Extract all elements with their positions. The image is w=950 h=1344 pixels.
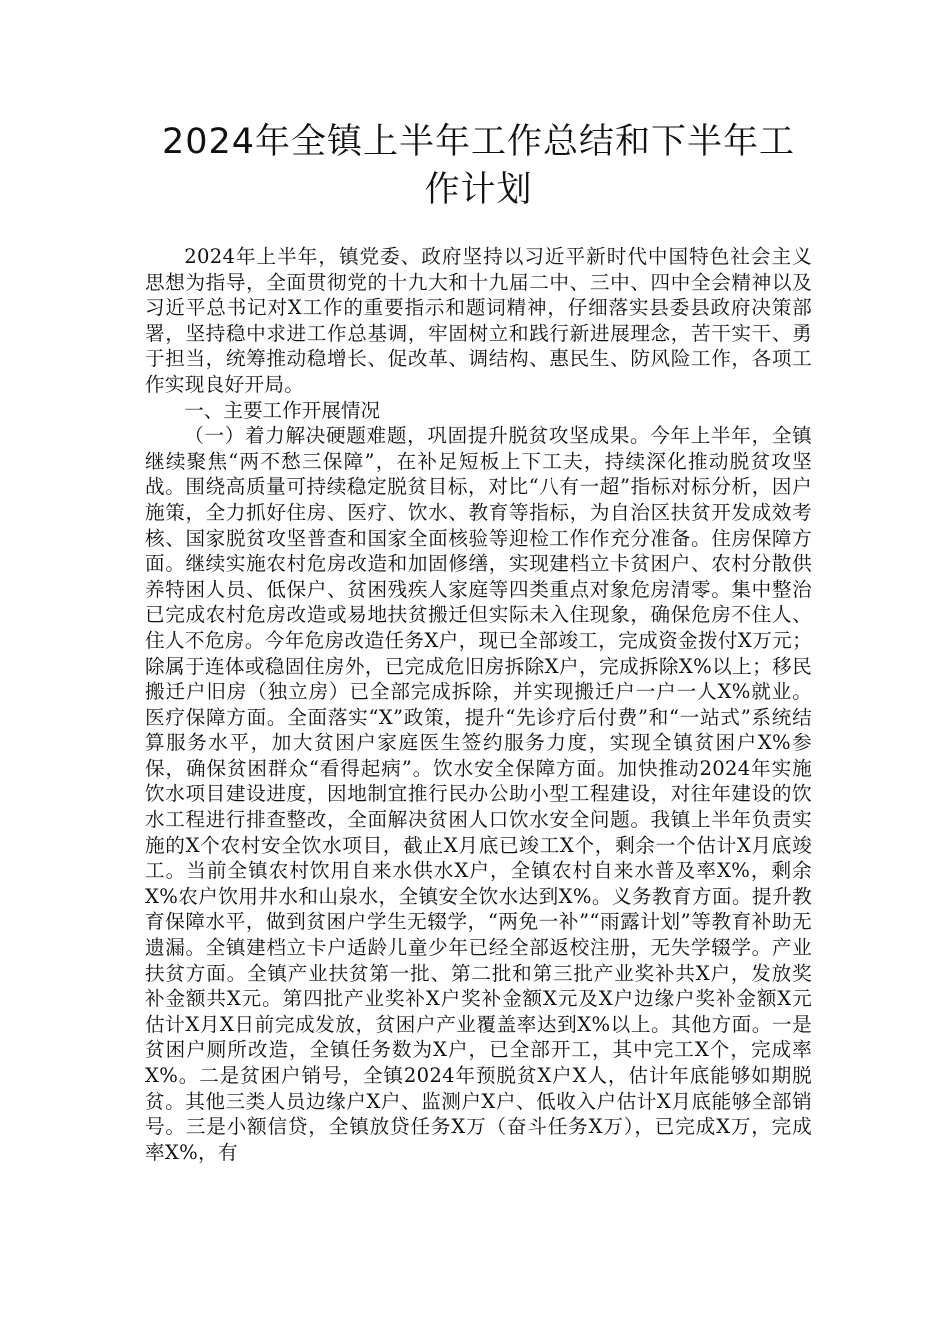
document-page bbox=[145, 118, 812, 1165]
section-heading: 一、主要工作开展情况 bbox=[184, 398, 381, 422]
document-body bbox=[145, 244, 812, 1165]
title-line-1: 2024年全镇上半年工作总结和下半年工 bbox=[161, 122, 796, 162]
document-title bbox=[145, 118, 812, 214]
title-line-2: 作计划 bbox=[424, 170, 533, 210]
section-paragraph: （一）着力解决硬题难题，巩固提升脱贫攻坚成果。今年上半年，全镇继续聚焦“两不愁三保障”，在补足短板上下工夫，持续深化推动脱贫攻坚战。围绕高质量可持续稳定脱贫目标，对比“八有一超”指标对标分析，因户施策，全力抓好住房、医疗、饮水、教育等指标，为自治区扶贫开发成效考核、国家脱贫攻坚普查和国家全面核验等迎检工作作充分准备。住房保障方面。继续实施农村危房改造和加固修缮，实现建档立卡贫困户、农村分散供养特困人员、低保户、贫困残疾人家庭等四类重点对象危房清零。集中整治已完成农村危房改造或易地扶贫搬迁但实际未入住现象，确保危房不住人、住人不危房。今年危房改造任务X户，现已全部竣工，完成资金拨付X万元；除属于连体或稳固住房外，已完成危旧房拆除X户，完成拆除X%以上；移民搬迁户旧房（独立房）已全部完成拆除，并实现搬迁户一户一人X%就业。医疗保障方面。全面落实“X”政策，提升“先诊疗后付费”和“一站式”系统结算服务水平，加大贫困户家庭医生签约服务力度，实现全镇贫困户X%参保，确保贫困群众“看得起病”。饮水安全保障方面。加快推动2024年实施饮水项目建设进度，因地制宜推行民办公助小型工程建设，对往年建设的饮水工程进行排查整改，全面解决贫困人口饮水安全问题。我镇上半年负责实施的X个农村安全饮水项目，截止X月底已竣工X个，剩余一个估计X月底竣工。当前全镇农村饮用自来水供水X户，全镇农村自来水普及率X%，剩余X%农户饮用井水和山泉水，全镇安全饮水达到X%。义务教育方面。提升教育保障水平，做到贫困户学生无辍学，“两免一补”“雨露计划”等教育补助无遗漏。全镇建档立卡户适龄儿童少年已经全部返校注册，无失学辍学。产业扶贫方面。全镇产业扶贫第一批、第二批和第三批产业奖补共X户，发放奖补金额共X元。第四批产业奖补X户奖补金额X元及X户边缘户奖补金额X元估计X月X日前完成发放，贫困户产业覆盖率达到X%以上。其他方面。一是贫困户厕所改造，全镇任务数为X户，已全部开工，其中完工X个，完成率X%。二是贫困户销号，全镇2024年预脱贫X户X人，估计年底能够如期脱贫。其他三类人员边缘户X户、监测户X户、低收入户估计X月底能够全部销号。三是小额信贷，全镇放贷任务X万（奋斗任务X万），已完成X万，完成率X%，有 bbox=[145, 424, 812, 1164]
intro-paragraph: 2024年上半年，镇党委、政府坚持以习近平新时代中国特色社会主义思想为指导，全面贯彻党的十九大和十九届二中、三中、四中全会精神以及习近平总书记对X工作的重要指示和题词精神，仔细落实县委县政府决策部署，坚持稳中求进工作总基调，牢固树立和践行新进展理念，苦干实干、勇于担当，统筹推动稳增长、促改革、调结构、惠民生、防风险工作，各项工作实现良好开局。 bbox=[145, 245, 812, 396]
